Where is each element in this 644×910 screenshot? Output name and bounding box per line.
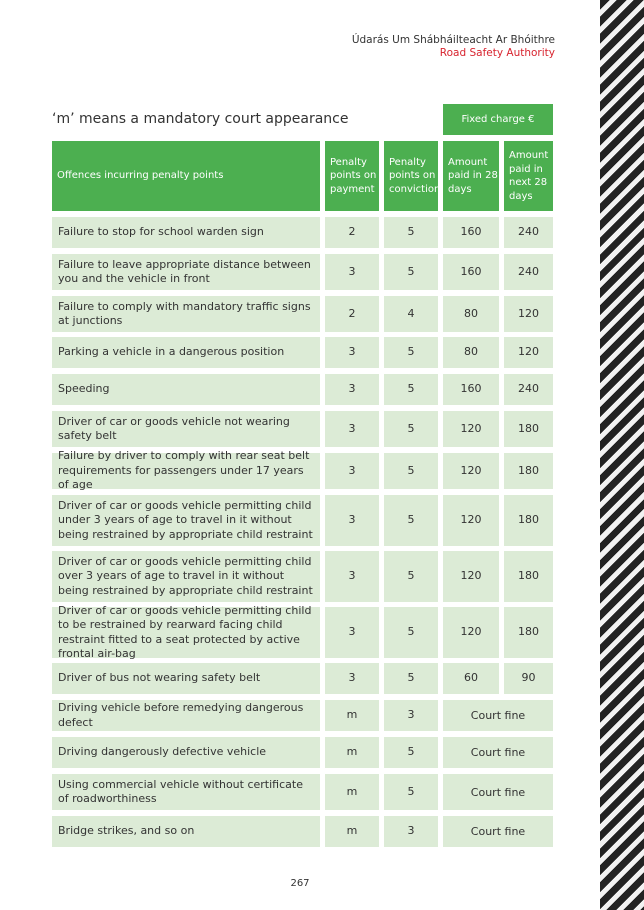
offence-cell: Failure by driver to comply with rear seat belt requirements for passengers under 17 years of age — [52, 453, 320, 489]
amount-next-28-days-cell: 180 — [504, 551, 553, 602]
amount-next-28-days-cell: 90 — [504, 663, 553, 694]
points-conviction-cell: 5 — [384, 607, 438, 658]
points-payment-cell: 3 — [325, 374, 379, 405]
points-conviction-cell: 5 — [384, 495, 438, 546]
points-payment-cell: m — [325, 774, 379, 810]
mandatory-legend: ‘m’ means a mandatory court appearance — [52, 111, 349, 127]
offence-cell: Failure to comply with mandatory traffic signs at junctions — [52, 296, 320, 332]
offence-cell: Driver of car or goods vehicle permitting child under 3 years of age to travel in it without being restrained by appropriate child restraint — [52, 495, 320, 546]
offence-cell: Driver of car or goods vehicle not wearing safety belt — [52, 411, 320, 447]
points-payment-cell: m — [325, 700, 379, 731]
organization-header — [352, 34, 555, 60]
points-payment-cell: 3 — [325, 411, 379, 447]
points-conviction-cell: 3 — [384, 816, 438, 847]
points-payment-cell: 3 — [325, 607, 379, 658]
column-header-offence: Offences incurring penalty points — [52, 141, 320, 211]
page-number: 267 — [290, 878, 310, 889]
points-conviction-cell: 5 — [384, 774, 438, 810]
court-fine-cell: Court fine — [443, 700, 553, 731]
amount-28-days-cell: 120 — [443, 495, 499, 546]
offence-cell: Driver of bus not wearing safety belt — [52, 663, 320, 694]
amount-28-days-cell: 160 — [443, 254, 499, 290]
offence-cell: Using commercial vehicle without certificate of roadworthiness — [52, 774, 320, 810]
amount-28-days-cell: 160 — [443, 374, 499, 405]
offence-cell: Driving dangerously defective vehicle — [52, 737, 320, 768]
points-conviction-cell: 5 — [384, 663, 438, 694]
org-name-english: Road Safety Authority — [439, 47, 555, 59]
points-conviction-cell: 5 — [384, 374, 438, 405]
amount-28-days-cell: 60 — [443, 663, 499, 694]
points-payment-cell: 3 — [325, 663, 379, 694]
points-conviction-cell: 5 — [384, 737, 438, 768]
fixed-charge-header: Fixed charge € — [443, 104, 553, 135]
points-payment-cell: m — [325, 816, 379, 847]
court-fine-cell: Court fine — [443, 774, 553, 810]
offence-cell: Failure to stop for school warden sign — [52, 217, 320, 248]
column-header-points-payment: Penalty points on payment — [325, 141, 379, 211]
points-payment-cell: 3 — [325, 551, 379, 602]
points-conviction-cell: 3 — [384, 700, 438, 731]
court-fine-cell: Court fine — [443, 737, 553, 768]
points-payment-cell: 3 — [325, 495, 379, 546]
column-header-amount-28-days: Amount paid in 28 days — [443, 141, 499, 211]
offence-cell: Driver of car or goods vehicle permitting child over 3 years of age to travel in it without being restrained by appropriate child restraint — [52, 551, 320, 602]
points-payment-cell: 3 — [325, 254, 379, 290]
decorative-stripe — [600, 0, 644, 910]
amount-28-days-cell: 120 — [443, 551, 499, 602]
points-payment-cell: m — [325, 737, 379, 768]
points-conviction-cell: 5 — [384, 453, 438, 489]
points-conviction-cell: 5 — [384, 337, 438, 368]
amount-28-days-cell: 120 — [443, 607, 499, 658]
amount-28-days-cell: 80 — [443, 296, 499, 332]
offence-cell: Speeding — [52, 374, 320, 405]
amount-next-28-days-cell: 180 — [504, 607, 553, 658]
amount-28-days-cell: 120 — [443, 411, 499, 447]
amount-next-28-days-cell: 240 — [504, 254, 553, 290]
org-name-irish: Údarás Um Shábháilteacht Ar Bhóithre — [351, 34, 555, 46]
column-header-points-conviction: Penalty points on conviction — [384, 141, 438, 211]
points-payment-cell: 2 — [325, 217, 379, 248]
offence-cell: Failure to leave appropriate distance between you and the vehicle in front — [52, 254, 320, 290]
offence-cell: Bridge strikes, and so on — [52, 816, 320, 847]
amount-next-28-days-cell: 240 — [504, 217, 553, 248]
points-payment-cell: 3 — [325, 453, 379, 489]
offence-cell: Driver of car or goods vehicle permitting child to be restrained by rearward facing child restraint fitted to a seat protected by active frontal air-bag — [52, 607, 320, 658]
offence-cell: Driving vehicle before remedying dangerous defect — [52, 700, 320, 731]
amount-28-days-cell: 160 — [443, 217, 499, 248]
amount-next-28-days-cell: 180 — [504, 495, 553, 546]
points-payment-cell: 2 — [325, 296, 379, 332]
points-conviction-cell: 5 — [384, 411, 438, 447]
amount-28-days-cell: 120 — [443, 453, 499, 489]
amount-next-28-days-cell: 120 — [504, 337, 553, 368]
offence-cell: Parking a vehicle in a dangerous position — [52, 337, 320, 368]
amount-28-days-cell: 80 — [443, 337, 499, 368]
points-payment-cell: 3 — [325, 337, 379, 368]
column-header-amount-next-28-days: Amount paid in next 28 days — [504, 141, 553, 211]
amount-next-28-days-cell: 180 — [504, 411, 553, 447]
points-conviction-cell: 4 — [384, 296, 438, 332]
amount-next-28-days-cell: 240 — [504, 374, 553, 405]
amount-next-28-days-cell: 120 — [504, 296, 553, 332]
amount-next-28-days-cell: 180 — [504, 453, 553, 489]
points-conviction-cell: 5 — [384, 551, 438, 602]
points-conviction-cell: 5 — [384, 217, 438, 248]
court-fine-cell: Court fine — [443, 816, 553, 847]
points-conviction-cell: 5 — [384, 254, 438, 290]
